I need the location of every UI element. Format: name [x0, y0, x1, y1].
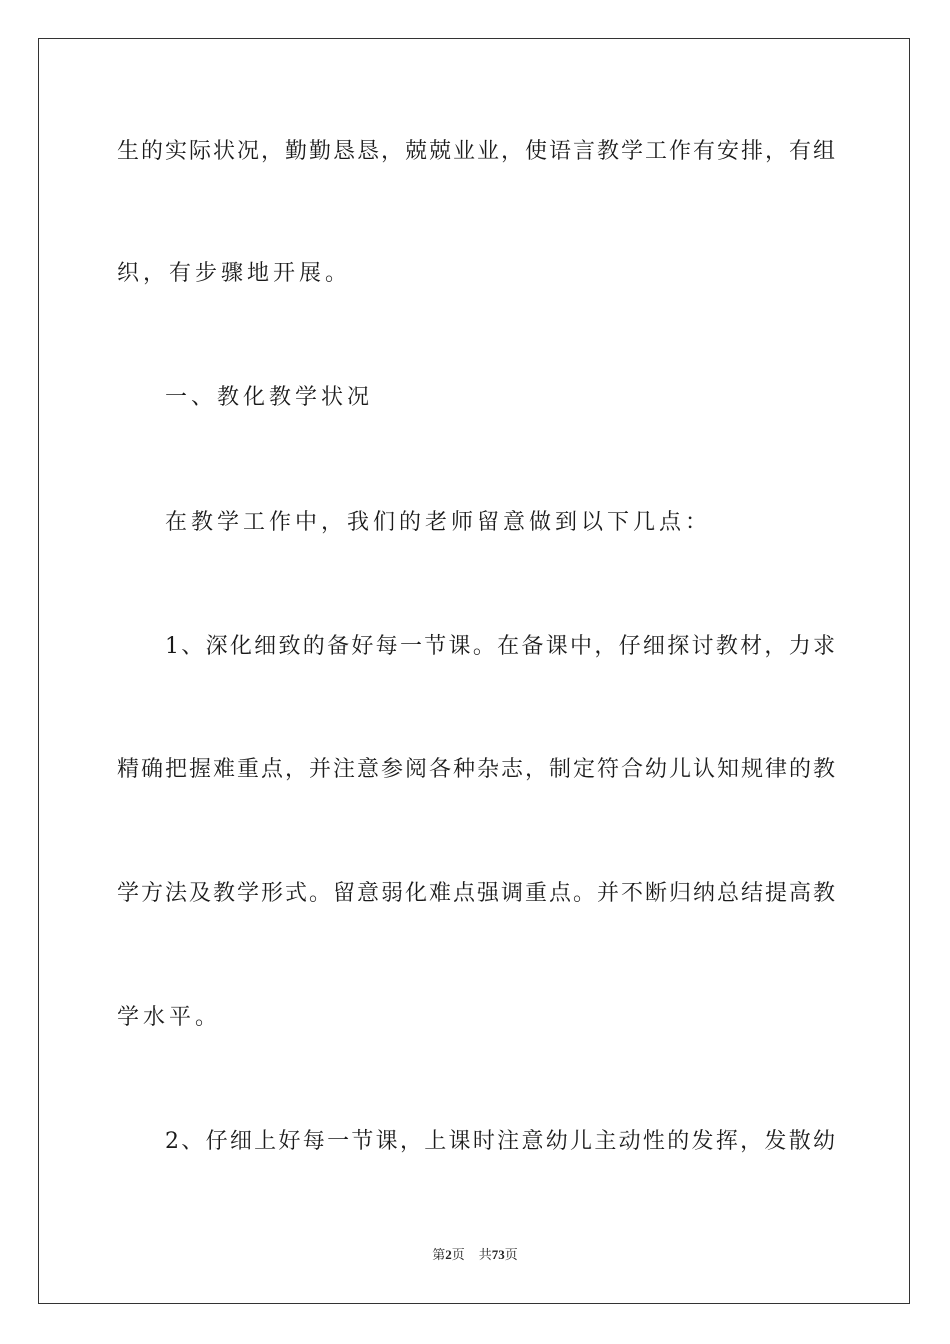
footer-page-suffix: 页 [451, 1247, 465, 1262]
list-item-1-line-4: 学水平。 [117, 1005, 222, 1030]
footer-total-suffix: 页 [504, 1247, 518, 1262]
section-heading: 一、教化教学状况 [165, 385, 374, 410]
footer-total-prefix: 共 [478, 1247, 492, 1262]
page-frame [38, 38, 910, 1304]
list-item-1-line-2: 精确把握难重点，并注意参阅各种杂志，制定符合幼儿认知规律的教 [117, 757, 835, 782]
page-footer [0, 1246, 950, 1264]
footer-page-prefix: 第 [432, 1247, 446, 1262]
body-line-1: 生的实际状况，勤勤恳恳，兢兢业业，使语言教学工作有安排，有组 [117, 139, 835, 164]
footer-page-number: 2 [445, 1247, 452, 1262]
body-line-2: 织，有步骤地开展。 [117, 261, 352, 286]
footer-total-pages: 73 [491, 1247, 505, 1262]
list-item-2-line-1: 2、仔细上好每一节课，上课时注意幼儿主动性的发挥，发散幼 [165, 1129, 835, 1154]
list-item-1-line-1: 1、深化细致的备好每一节课。在备课中，仔细探讨教材，力求 [165, 634, 835, 659]
body-line-4: 在教学工作中，我们的老师留意做到以下几点： [165, 510, 712, 535]
list-item-1-line-3: 学方法及教学形式。留意弱化难点强调重点。并不断归纳总结提高教 [117, 881, 835, 906]
